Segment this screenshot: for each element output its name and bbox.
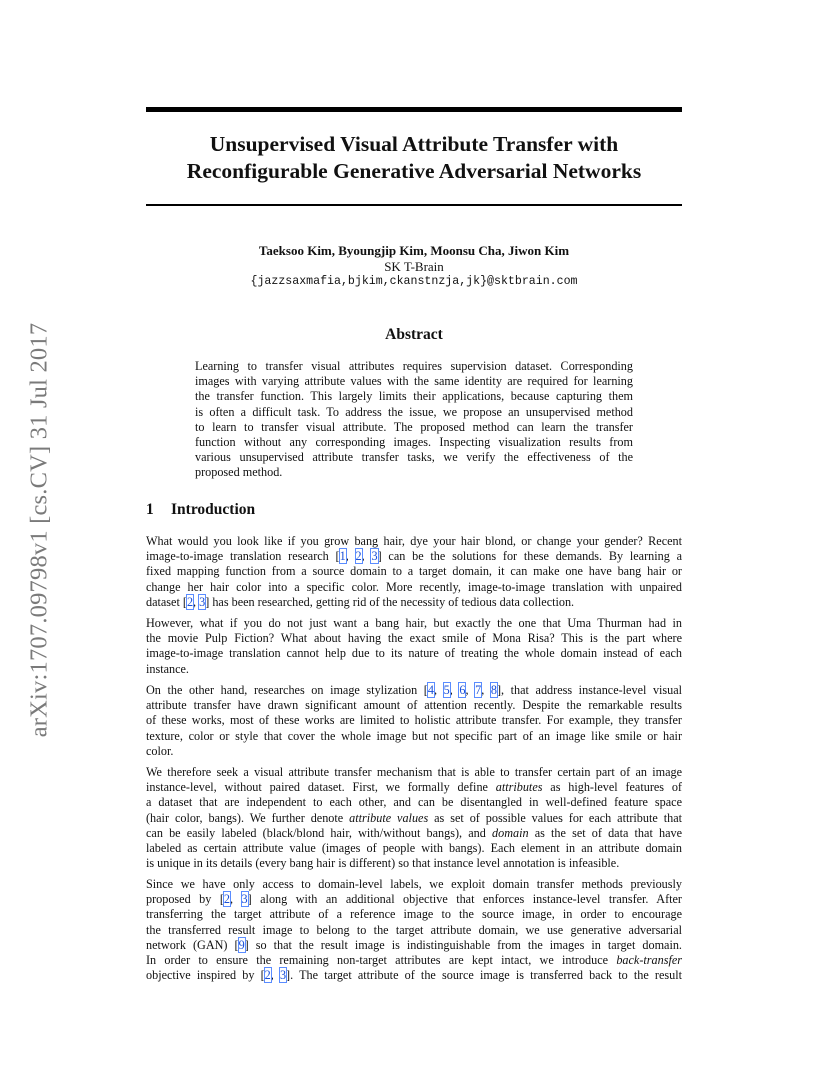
abstract-line: Learning to transfer visual attributes requires supervision dataset. Corresponding [195, 359, 633, 373]
section-number: 1 [146, 501, 154, 518]
title-top-rule [146, 107, 682, 112]
paragraph-line: On the other hand, researches on image stylization [4, 5, 6, 7, 8], that address instance-level visual [146, 683, 683, 697]
paragraph-line: transferring the target attribute of a reference image to the source image, in order to encourage [146, 907, 682, 922]
author-names: Taeksoo Kim, Byoungjip Kim, Moonsu Cha, Jiwon Kim [258, 243, 570, 258]
citation-link[interactable]: 7 [475, 683, 482, 697]
citation-link[interactable]: 2 [355, 549, 362, 564]
title-bottom-rule [146, 204, 682, 206]
citation-link[interactable]: 3 [279, 968, 287, 983]
intro-paragraph-4 [146, 765, 682, 871]
paragraph-line: can be easily labeled (black/blond hair, with/without bangs), and domain as the set of data that have [146, 825, 682, 840]
paragraph-line: labeled as certain attribute value (images of people with bangs). Each element in an attribute domain [146, 841, 682, 856]
citation-link[interactable]: 2 [186, 594, 194, 609]
title-line-2: Reconfigurable Generative Adversarial Networks [186, 159, 642, 183]
intro-paragraph-1 [146, 534, 682, 610]
abstract-heading: Abstract [385, 326, 443, 343]
paragraph-line: In order to ensure the remaining non-target attributes are kept intact, we introduce back-transfer [146, 953, 682, 968]
paragraph-line: We therefore seek a visual attribute transfer mechanism that is able to transfer certain part of an image [146, 765, 682, 779]
paragraph-line: image-to-image translation cannot help due to its nature of treating the whole domain instead of each [146, 646, 682, 661]
paragraph-line: is unique in its details (every bang hair is different) so that instance level annotation is infeasible. [146, 856, 620, 871]
paragraph-line: a dataset that are independent to each other, and can be disentangled in well-defined feature space [146, 795, 682, 810]
paper-title [146, 131, 682, 185]
intro-paragraph-2 [146, 616, 682, 677]
author-affiliation: SK T-Brain [384, 258, 444, 274]
paragraph-line: texture, color or style that cover the whole image but not specific part of an image like smile or hair [146, 728, 682, 743]
citation-link[interactable]: 2 [264, 968, 271, 983]
arxiv-identifier-sidebar [17, 300, 61, 760]
paragraph-line: Since we have only access to domain-level labels, we exploit domain transfer methods previously [146, 877, 682, 891]
citation-link[interactable]: 4 [427, 683, 434, 697]
citation-link[interactable]: 3 [371, 549, 378, 564]
citation-link[interactable]: 5 [443, 683, 450, 697]
author-block [146, 243, 682, 290]
paragraph-line: (hair color, bangs). We further denote attribute values as set of possible values for each attribute that [146, 810, 682, 825]
paragraph-line: attribute transfer have drawn significant amount of attention recently. Despite the remarkable results [146, 698, 682, 713]
paragraph-line: instance. [146, 661, 189, 676]
abstract-line: to learn to transfer visual attribute. The proposed method can learn the transfer [195, 419, 633, 434]
intro-paragraph-5 [146, 877, 682, 983]
author-emails: {jazzsaxmafia,bjkim,ckanstnzja,jk}@sktbrain.com [250, 275, 578, 288]
paragraph-line: the movie Pulp Fiction? What about having the exact smile of Mona Risa? This is the part where [146, 631, 682, 646]
citation-link[interactable]: 6 [459, 683, 466, 697]
paragraph-line: network (GAN) [9] so that the result image is indistinguishable from the images in target domain. [146, 937, 682, 952]
citation-link[interactable]: 1 [339, 549, 346, 564]
section-heading-introduction [146, 501, 682, 519]
paragraph-line: color. [146, 743, 174, 758]
citation-link[interactable]: 3 [241, 892, 248, 907]
paragraph-line: proposed by [2, 3] along with an additional objective that enforces instance-level transfer. After [146, 892, 682, 907]
title-line-1: Unsupervised Visual Attribute Transfer with [209, 132, 619, 156]
abstract-line: function without any corresponding images. Inspecting visualization results from [195, 435, 633, 450]
paragraph-line: change her hair color into a specific color. More recently, image-to-image translation with unpaired [146, 579, 682, 594]
abstract-line: is often a difficult task. To address the issue, we propose an unsupervised method [195, 404, 633, 419]
intro-paragraph-3 [146, 683, 682, 759]
paragraph-line: What would you look like if you grow bang hair, dye your hair blond, or change your gender? Recent [146, 534, 682, 548]
abstract-line: the transfer function. This largely limits their applications, because capturing them [195, 389, 633, 404]
citation-link[interactable]: 3 [199, 594, 206, 609]
abstract-body [195, 359, 633, 481]
section-title: Introduction [171, 501, 256, 518]
paragraph-line: objective inspired by [2, 3]. The target attribute of the source image is transferred back to the result [146, 968, 683, 983]
paragraph-line: dataset [2, 3] has been researched, getting rid of the necessity of tedious data collection. [146, 594, 575, 609]
paragraph-line: image-to-image translation research [1, 2, 3] can be the solutions for these demands. By learning a [146, 549, 683, 564]
arxiv-identifier-text: arXiv:1707.09798v1 [cs.CV] 31 Jul 2017 [25, 322, 53, 738]
paragraph-line: of these works, most of these works are limited to holistic attribute transfer. For example, they transfer [146, 713, 682, 728]
abstract-line: proposed method. [195, 465, 283, 480]
citation-link[interactable]: 2 [223, 892, 230, 907]
paragraph-line: However, what if you do not just want a bang hair, but exactly the one that Uma Thurman had in [146, 616, 682, 630]
citation-link[interactable]: 8 [490, 683, 497, 697]
paragraph-line: instance-level, without paired dataset. First, we formally define attributes as high-level features of [146, 780, 682, 795]
paragraph-line: the transferred result image to belong to the target attribute domain, we use generative adversarial [146, 922, 682, 937]
paragraph-line: fixed mapping function from a source domain to a target domain, it can make one have bang hair or [146, 564, 682, 579]
citation-link[interactable]: 9 [238, 937, 245, 952]
abstract-line: various unsupervised attribute transfer tasks, we verify the effectiveness of the [195, 450, 633, 465]
abstract-line: images with varying attribute values with the same identity are required for learning [195, 374, 633, 389]
